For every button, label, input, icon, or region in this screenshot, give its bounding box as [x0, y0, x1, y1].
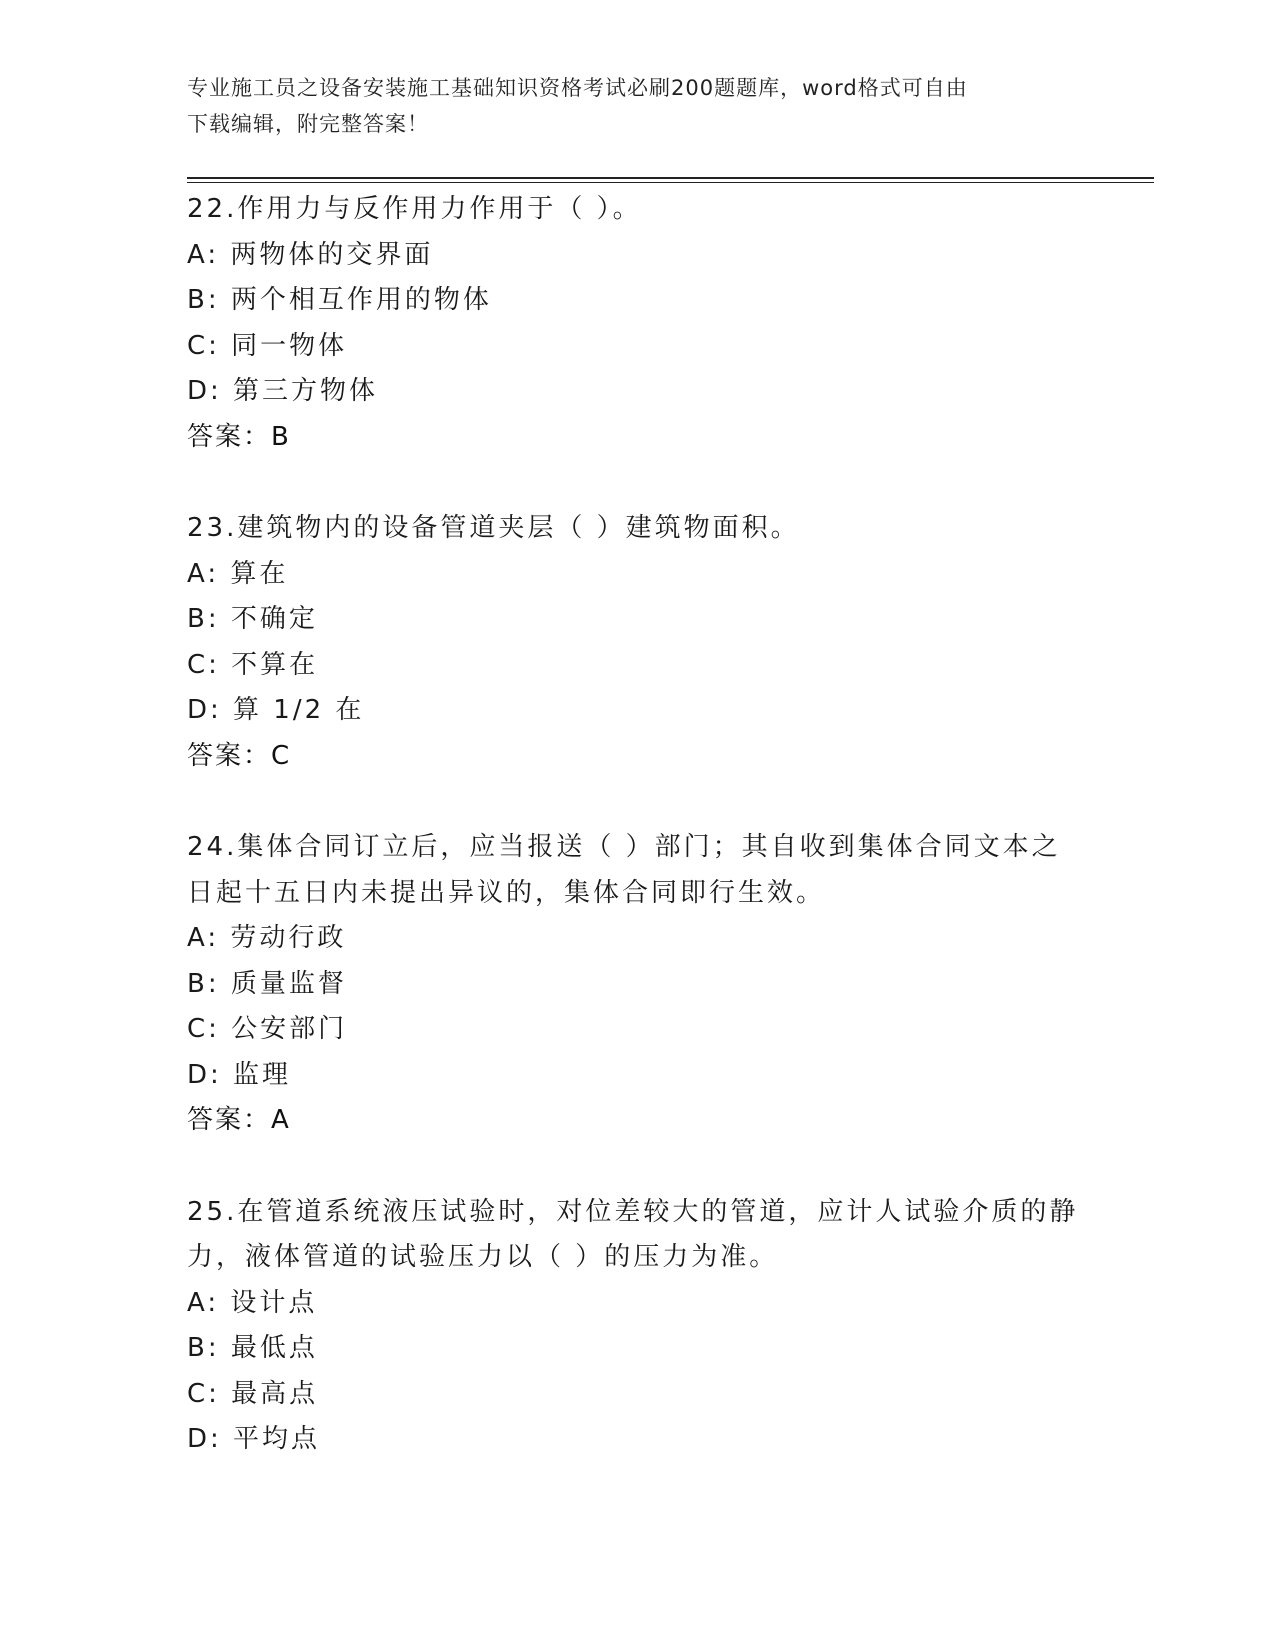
question-24: [187, 825, 1087, 1144]
option-b: B: 两个相互作用的物体: [187, 285, 492, 315]
answer-label: 答案：B: [187, 421, 291, 452]
option-c: C: 不算在: [187, 649, 319, 680]
option-d: D: 平均点: [187, 1424, 321, 1454]
question-22: [187, 187, 1087, 460]
answer-label: 答案：C: [187, 740, 292, 771]
question-stem: [187, 187, 1087, 233]
header-line-1: 专业施工员之设备安装施工基础知识资格考试必刷200题题库，word格式可自由: [187, 76, 968, 100]
stem-line: 23.建筑物内的设备管道夹层（ ）建筑物面积。: [187, 513, 800, 543]
option-c: C: 公安部门: [187, 1014, 348, 1044]
option-b: B: 不确定: [187, 604, 318, 634]
document-header: [187, 70, 1067, 142]
option-b: B: 质量监督: [187, 968, 347, 999]
stem-line: 力，液体管道的试验压力以（ ）的压力为准。: [187, 1242, 779, 1272]
question-stem: [187, 825, 1087, 916]
header-divider-thick: [187, 177, 1154, 179]
question-23: [187, 506, 1087, 779]
option-a: A: 两物体的交界面: [187, 239, 434, 270]
option-a: A: 劳动行政: [187, 923, 347, 953]
question-25: [187, 1190, 1087, 1463]
stem-line: 25.在管道系统液压试验时，对位差较大的管道，应计人试验介质的静: [187, 1196, 1079, 1227]
header-line-2: 下载编辑，附完整答案！: [187, 112, 429, 136]
stem-line: 24.集体合同订立后，应当报送（ ）部门；其自收到集体合同文本之: [187, 832, 1061, 862]
option-b: B: 最低点: [187, 1333, 318, 1363]
answer-label: 答案：A: [187, 1105, 291, 1135]
header-divider-thin: [187, 182, 1154, 183]
option-d: D: 算 1/2 在: [187, 695, 365, 725]
option-c: C: 同一物体: [187, 330, 348, 361]
option-c: C: 最高点: [187, 1378, 319, 1409]
question-stem: [187, 506, 1087, 552]
option-d: D: 监理: [187, 1059, 292, 1090]
question-list: [187, 187, 1087, 1463]
option-a: A: 算在: [187, 558, 289, 589]
question-stem: [187, 1190, 1087, 1281]
stem-line: 22.作用力与反作用力作用于（ ）。: [187, 194, 642, 224]
stem-line: 日起十五日内未提出异议的，集体合同即行生效。: [187, 877, 826, 908]
option-a: A: 设计点: [187, 1287, 318, 1318]
option-d: D: 第三方物体: [187, 376, 379, 406]
